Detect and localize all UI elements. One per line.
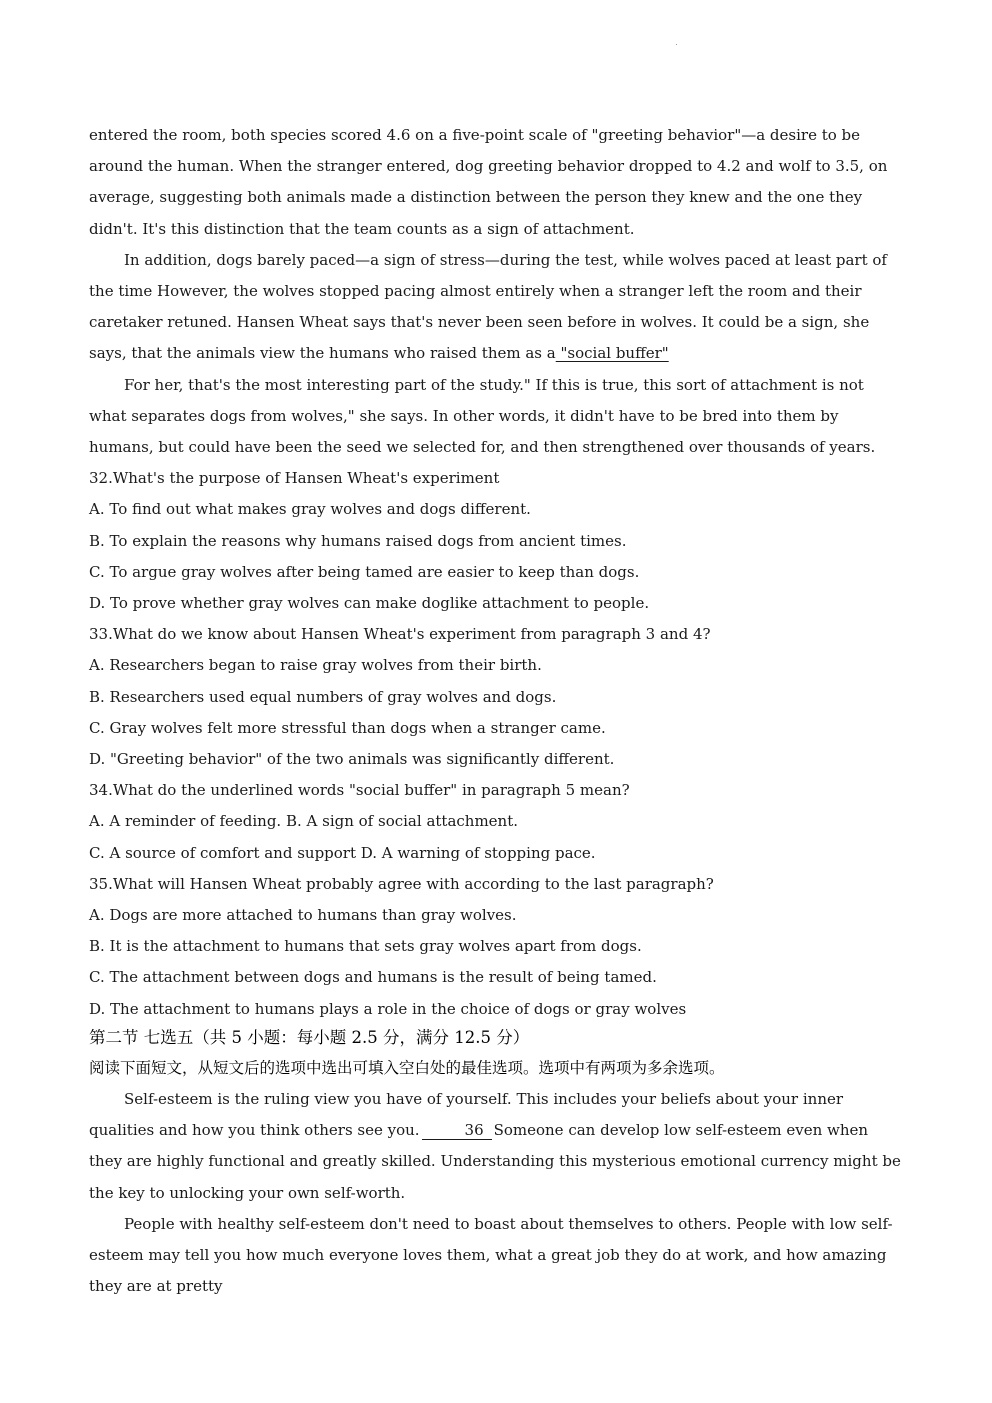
option-a: A. Dogs are more attached to humans than gray wolves. bbox=[89, 906, 517, 925]
passage-paragraph-3: entered the room, both species scored 4.6 on a five-point scale of "greeting behavior"—a desire to be around the human. When the stranger entered, dog greeting behavior dropped to 4.2 and wolf to 3.5, on average, suggesting both animals made a distinction between the person they knew and the one they didn't. It's this distinction that the team counts as a sign of attachment. bbox=[89, 126, 888, 238]
question-stem: 34.What do the underlined words "social buffer" in paragraph 5 mean? bbox=[89, 781, 630, 800]
options-cd: C. A source of comfort and support D. A warning of stopping pace. bbox=[89, 843, 596, 862]
blank-36: 36 bbox=[422, 1121, 492, 1140]
passage-paragraph-5: For her, that's the most interesting part of the study." If this is true, this sort of attachment is not what separates dogs from wolves," she says. In other words, it didn't have to be bred into them by humans, but could have been the seed we selected for, and then strengthened over thousands of years. bbox=[89, 375, 876, 457]
question-34 bbox=[89, 775, 905, 869]
question-33 bbox=[89, 619, 905, 775]
question-stem: 35.What will Hansen Wheat probably agree with according to the last paragraph? bbox=[89, 874, 714, 893]
exam-page bbox=[89, 120, 905, 1302]
question-35 bbox=[89, 869, 905, 1025]
option-c: C. The attachment between dogs and humans is the result of being tamed. bbox=[89, 968, 657, 987]
options-ab: A. A reminder of feeding. B. A sign of social attachment. bbox=[89, 812, 519, 831]
question-stem: 33.What do we know about Hansen Wheat's experiment from paragraph 3 and 4? bbox=[89, 625, 711, 644]
option-c: C. To argue gray wolves after being tamed are easier to keep than dogs. bbox=[89, 562, 640, 581]
option-c: C. Gray wolves felt more stressful than dogs when a stranger came. bbox=[89, 718, 606, 737]
option-b: B. It is the attachment to humans that sets gray wolves apart from dogs. bbox=[89, 937, 642, 956]
section-instruction: 阅读下面短文，从短文后的选项中选出可填入空白处的最佳选项。选项中有两项为多余选项。 bbox=[89, 1058, 725, 1077]
option-b: B. To explain the reasons why humans raised dogs from ancient times. bbox=[89, 531, 627, 550]
paragraph-4-text: In addition, dogs barely paced—a sign of stress—during the test, while wolves paced at least part of the time However, the wolves stopped pacing almost entirely when a stranger left the room and their caretaker retuned. Hansen Wheat says that's never been seen before in wolves. It could be a sign, she says, that the animals view the humans who raised them as a bbox=[89, 250, 887, 363]
option-d: D. To prove whether gray wolves can make doglike attachment to people. bbox=[89, 594, 650, 613]
cloze-text-after: Someone can develop low self-esteem even when they are highly functional and greatly skilled. Understanding this mysterious emotional currency might be the key to unlocking your own self-worth. bbox=[89, 1121, 901, 1202]
passage-paragraph-4 bbox=[89, 245, 905, 370]
question-32 bbox=[89, 463, 905, 619]
cloze-paragraph-2: People with healthy self-esteem don't need to boast about themselves to others. People with low self-esteem may tell you how much everyone loves them, what a great job they do at work, and how amazing they are at pretty bbox=[89, 1214, 893, 1296]
option-a: A. Researchers began to raise gray wolves from their birth. bbox=[89, 656, 542, 675]
social-buffer-underlined: "social buffer" bbox=[555, 344, 669, 363]
section-title: 第二节 七选五（共 5 小题：每小题 2.5 分，满分 12.5 分） bbox=[89, 1027, 530, 1047]
option-d: D. The attachment to humans plays a role in the choice of dogs or gray wolves bbox=[89, 999, 687, 1018]
cloze-text-before: Self-esteem is the ruling view you have of yourself. This includes your beliefs about your inner qualities and how you think others see you. bbox=[89, 1089, 844, 1140]
question-stem: 32.What's the purpose of Hansen Wheat's experiment bbox=[89, 469, 500, 488]
option-d: D. "Greeting behavior" of the two animals was significantly different. bbox=[89, 750, 615, 769]
cloze-paragraph-1 bbox=[89, 1084, 905, 1209]
option-b: B. Researchers used equal numbers of gray wolves and dogs. bbox=[89, 687, 557, 706]
option-a: A. To find out what makes gray wolves and dogs different. bbox=[89, 500, 531, 519]
scan-dot bbox=[676, 44, 677, 45]
